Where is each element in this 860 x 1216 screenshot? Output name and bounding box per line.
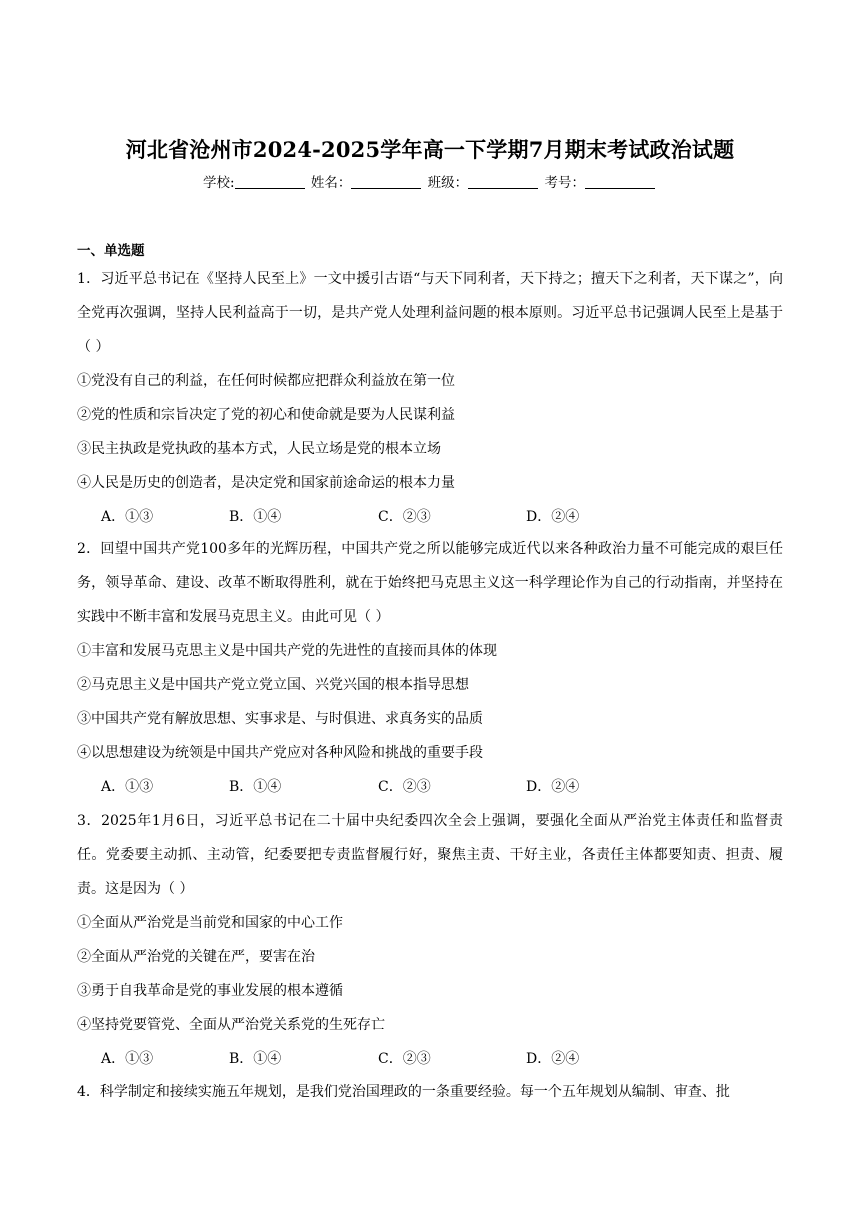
answer-choices [77, 770, 783, 804]
statement-4: ④以思想建设为统领是中国共产党应对各种风险和挑战的重要手段 [77, 745, 483, 761]
statement-4: ④坚持党要管党、全面从严治党关系党的生死存亡 [77, 1017, 385, 1033]
section-title: 一、单选题 [77, 243, 145, 259]
name-label: 姓名： [310, 175, 352, 191]
question-1 [77, 262, 783, 534]
question-stem: 4．科学制定和接续实施五年规划，是我们党治国理政的一条重要经验。每一个五年规划从编制、审查、批 [77, 1084, 730, 1100]
statement-3: ③勇于自我革命是党的事业发展的根本遵循 [77, 983, 343, 999]
school-label: 学校: [203, 175, 235, 191]
statement-3: ③民主执政是党执政的基本方式，人民立场是党的根本立场 [77, 441, 441, 457]
choice-a[interactable]: A．①③ [101, 779, 154, 795]
choice-d[interactable]: D．②④ [526, 779, 580, 795]
choice-b[interactable]: B．①④ [229, 1051, 282, 1067]
choice-c[interactable]: C．②③ [378, 509, 431, 525]
student-info-line [0, 172, 860, 194]
class-blank [468, 174, 538, 189]
answer-choices [77, 500, 783, 534]
choice-a[interactable]: A．①③ [101, 509, 154, 525]
question-4 [77, 1075, 783, 1109]
statement-1: ①全面从严治党是当前党和国家的中心工作 [77, 915, 343, 931]
question-3 [77, 804, 783, 1076]
statement-2: ②党的性质和宗旨决定了党的初心和使命就是要为人民谋利益 [77, 407, 455, 423]
choice-d[interactable]: D．②④ [526, 509, 580, 525]
name-blank [351, 174, 421, 189]
statement-2: ②全面从严治党的关键在严，要害在治 [77, 949, 315, 965]
choice-a[interactable]: A．①③ [101, 1051, 154, 1067]
statement-3: ③中国共产党有解放思想、实事求是、与时俱进、求真务实的品质 [77, 711, 483, 727]
statement-1: ①党没有自己的利益，在任何时候都应把群众利益放在第一位 [77, 373, 455, 389]
choice-c[interactable]: C．②③ [378, 779, 431, 795]
statement-2: ②马克思主义是中国共产党立党立国、兴党兴国的根本指导思想 [77, 677, 469, 693]
statement-1: ①丰富和发展马克思主义是中国共产党的先进性的直接而具体的体现 [77, 643, 497, 659]
question-2 [77, 532, 783, 804]
question-stem: 1．习近平总书记在《坚持人民至上》一文中援引古语“与天下同利者，天下持之；擅天下之利者，天下谋之”，向全党再次强调，坚持人民利益高于一切，是共产党人处理利益问题的根本原则。习近平总书记强调人民至上是基于（ ） [77, 271, 783, 355]
choice-c[interactable]: C．②③ [378, 1051, 431, 1067]
choice-d[interactable]: D．②④ [526, 1051, 580, 1067]
exam-no-blank [585, 174, 655, 189]
answer-choices [77, 1042, 783, 1076]
choice-b[interactable]: B．①④ [229, 509, 282, 525]
choice-b[interactable]: B．①④ [229, 779, 282, 795]
exam-title: 河北省沧州市2024-2025学年高一下学期7月期末考试政治试题 [125, 137, 735, 162]
school-blank [235, 174, 305, 189]
question-stem: 2．回望中国共产党100多年的光辉历程，中国共产党之所以能够完成近代以来各种政治力量不可能完成的艰巨任务，领导革命、建设、改革不断取得胜利，就在于始终把马克思主义这一科学理论作为自己的行动指南，并坚持在实践中不断丰富和发展马克思主义。由此可见（ ） [77, 541, 783, 625]
class-label: 班级： [427, 175, 469, 191]
question-stem: 3．2025年1月6日，习近平总书记在二十届中央纪委四次全会上强调，要强化全面从严治党主体责任和监督责任。党委要主动抓、主动管，纪委要把专责监督履行好，聚焦主责、干好主业，各责任主体都要知责、担责、履责。这是因为（ ） [77, 813, 783, 897]
exam-no-label: 考号： [544, 175, 585, 191]
statement-4: ④人民是历史的创造者，是决定党和国家前途命运的根本力量 [77, 475, 455, 491]
